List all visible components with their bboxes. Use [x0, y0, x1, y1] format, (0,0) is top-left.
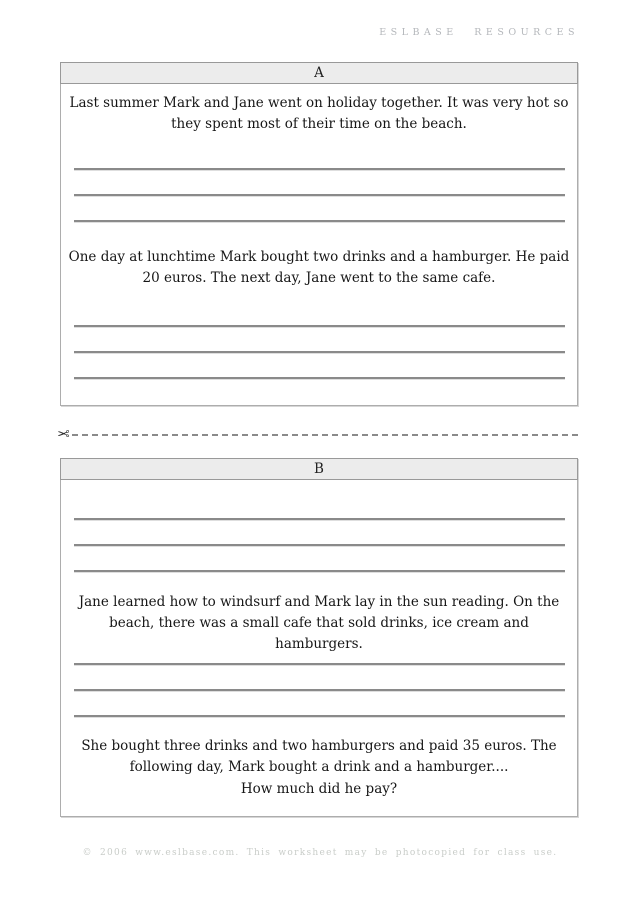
brand-header: ESLBASE RESOURCES	[379, 27, 579, 38]
answer-line	[74, 194, 565, 196]
answer-line	[74, 570, 565, 572]
answer-line	[74, 544, 565, 546]
scissors-icon: ✂	[57, 424, 70, 443]
answer-line	[74, 715, 565, 717]
section-b	[60, 458, 578, 817]
answer-lines-group	[74, 168, 565, 222]
answer-line	[74, 663, 565, 665]
section-b-header: B	[60, 458, 578, 480]
footer-copyright: © 2006 www.eslbase.com. This worksheet may be photocopied for class use.	[82, 848, 558, 858]
section-a-paragraph-2: One day at lunchtime Mark bought two drinks and a hamburger. He paid 20 euros. The next day, Jane went to the same cafe.	[68, 249, 570, 286]
section-a-header: A	[60, 62, 578, 84]
answer-lines-group	[74, 325, 565, 379]
answer-lines-group	[74, 663, 565, 717]
section-a-paragraph-1: Last summer Mark and Jane went on holiday together. It was very hot so they spent most of their time on the beach.	[69, 95, 569, 132]
section-b-question: How much did he pay?	[240, 781, 398, 797]
section-b-paragraph-2: She bought three drinks and two hamburgers and paid 35 euros. The following day, Mark bought a drink and a hamburger....	[81, 738, 557, 775]
answer-line	[74, 168, 565, 170]
answer-line	[74, 377, 565, 379]
answer-line	[74, 220, 565, 222]
answer-line	[74, 689, 565, 691]
cut-line	[57, 425, 578, 443]
section-a-body	[60, 84, 578, 406]
answer-line	[74, 325, 565, 327]
cut-dashes	[72, 434, 578, 436]
section-b-body	[60, 480, 578, 817]
answer-line	[74, 518, 565, 520]
answer-lines-group	[74, 518, 565, 572]
section-a	[60, 62, 578, 406]
answer-line	[74, 351, 565, 353]
section-b-paragraph-1: Jane learned how to windsurf and Mark lay in the sun reading. On the beach, there was a small cafe that sold drinks, ice cream and hamburgers.	[78, 594, 560, 652]
